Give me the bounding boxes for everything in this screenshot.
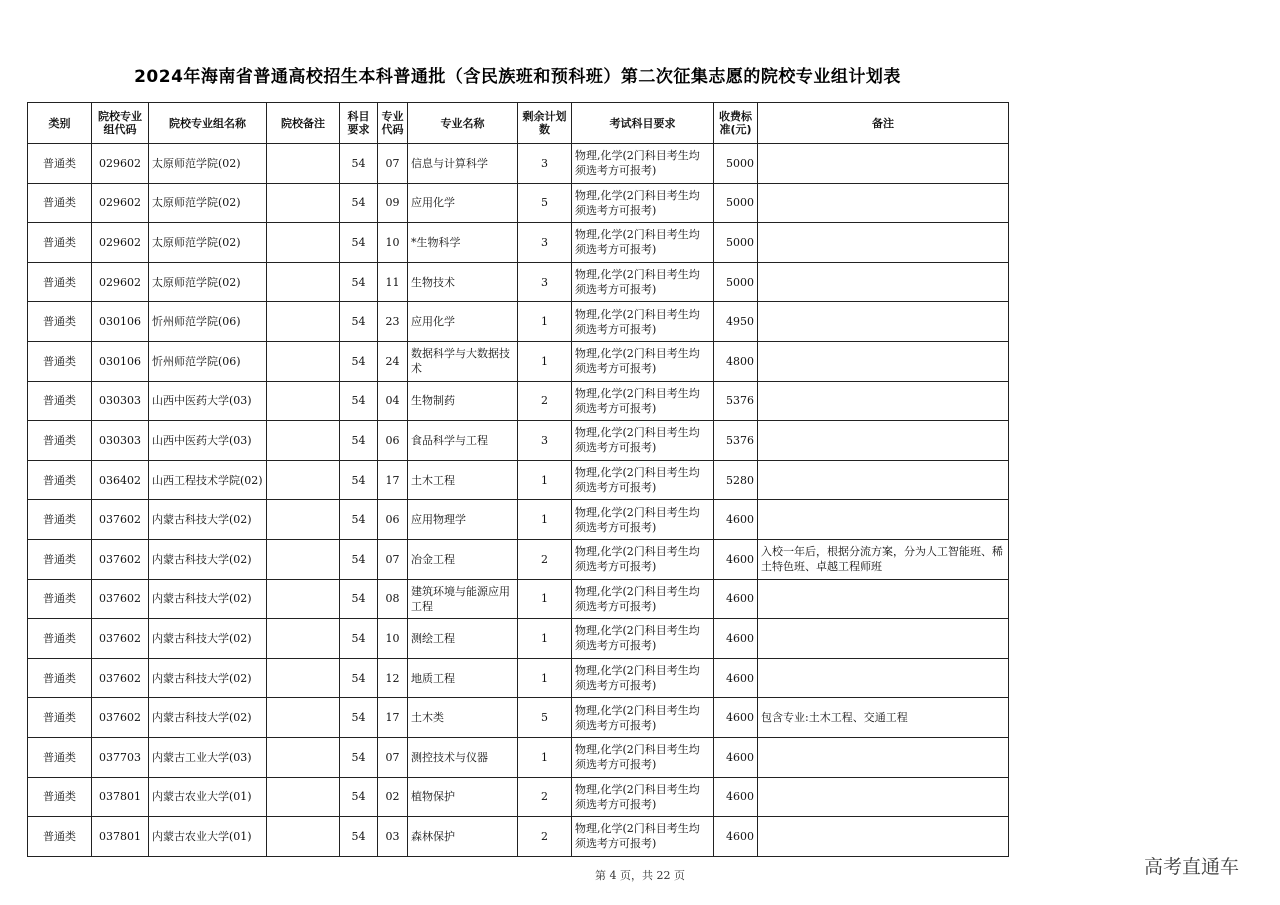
cell-group-name: 内蒙古科技大学(02)	[149, 579, 267, 619]
cell-fee: 5000	[714, 223, 758, 263]
cell-category: 普通类	[28, 500, 92, 540]
cell-group-name: 内蒙古科技大学(02)	[149, 698, 267, 738]
cell-remaining: 1	[518, 658, 572, 698]
cell-group-name: 山西工程技术学院(02)	[149, 460, 267, 500]
cell-remaining: 5	[518, 183, 572, 223]
cell-subject-req: 54	[340, 539, 378, 579]
cell-school-note	[267, 619, 340, 659]
cell-major-name: 信息与计算科学	[408, 144, 518, 184]
cell-category: 普通类	[28, 619, 92, 659]
cell-group-code: 029602	[92, 262, 149, 302]
cell-school-note	[267, 223, 340, 263]
cell-fee: 4600	[714, 579, 758, 619]
table-row	[28, 341, 1009, 381]
cell-subject-req: 54	[340, 302, 378, 342]
cell-group-name: 忻州师范学院(06)	[149, 302, 267, 342]
cell-school-note	[267, 341, 340, 381]
cell-remaining: 3	[518, 223, 572, 263]
cell-major-name: 数据科学与大数据技术	[408, 341, 518, 381]
cell-subject-req: 54	[340, 183, 378, 223]
cell-major-name: 土木类	[408, 698, 518, 738]
cell-category: 普通类	[28, 381, 92, 421]
cell-major-code: 09	[378, 183, 408, 223]
cell-exam-req: 物理,化学(2门科目考生均须选考方可报考)	[572, 262, 714, 302]
cell-remark	[758, 777, 1009, 817]
cell-remark	[758, 619, 1009, 659]
cell-major-name: 生物技术	[408, 262, 518, 302]
cell-remark	[758, 817, 1009, 857]
cell-remaining: 5	[518, 698, 572, 738]
cell-school-note	[267, 500, 340, 540]
cell-group-name: 太原师范学院(02)	[149, 144, 267, 184]
cell-fee: 5280	[714, 460, 758, 500]
cell-remaining: 2	[518, 817, 572, 857]
cell-group-code: 037801	[92, 777, 149, 817]
cell-remark	[758, 500, 1009, 540]
cell-remaining: 1	[518, 579, 572, 619]
cell-exam-req: 物理,化学(2门科目考生均须选考方可报考)	[572, 381, 714, 421]
cell-remaining: 1	[518, 619, 572, 659]
cell-major-name: 应用化学	[408, 302, 518, 342]
cell-subject-req: 54	[340, 341, 378, 381]
table-row	[28, 421, 1009, 461]
cell-fee: 4600	[714, 539, 758, 579]
cell-category: 普通类	[28, 817, 92, 857]
header-group-name: 院校专业组名称	[149, 103, 267, 144]
table-row	[28, 698, 1009, 738]
table-row	[28, 144, 1009, 184]
cell-group-code: 030303	[92, 421, 149, 461]
cell-exam-req: 物理,化学(2门科目考生均须选考方可报考)	[572, 460, 714, 500]
cell-remark	[758, 302, 1009, 342]
cell-exam-req: 物理,化学(2门科目考生均须选考方可报考)	[572, 539, 714, 579]
cell-school-note	[267, 737, 340, 777]
cell-group-code: 037703	[92, 737, 149, 777]
cell-remark	[758, 381, 1009, 421]
cell-exam-req: 物理,化学(2门科目考生均须选考方可报考)	[572, 183, 714, 223]
cell-group-code: 036402	[92, 460, 149, 500]
cell-remaining: 3	[518, 262, 572, 302]
table-row	[28, 539, 1009, 579]
cell-major-name: 植物保护	[408, 777, 518, 817]
cell-major-code: 11	[378, 262, 408, 302]
cell-major-name: 测绘工程	[408, 619, 518, 659]
cell-school-note	[267, 777, 340, 817]
cell-remaining: 1	[518, 341, 572, 381]
cell-group-name: 内蒙古科技大学(02)	[149, 539, 267, 579]
cell-exam-req: 物理,化学(2门科目考生均须选考方可报考)	[572, 777, 714, 817]
cell-remaining: 3	[518, 144, 572, 184]
table-row	[28, 262, 1009, 302]
cell-subject-req: 54	[340, 698, 378, 738]
cell-remark	[758, 144, 1009, 184]
cell-exam-req: 物理,化学(2门科目考生均须选考方可报考)	[572, 302, 714, 342]
header-exam-req: 考试科目要求	[572, 103, 714, 144]
cell-subject-req: 54	[340, 619, 378, 659]
cell-exam-req: 物理,化学(2门科目考生均须选考方可报考)	[572, 737, 714, 777]
cell-subject-req: 54	[340, 381, 378, 421]
table-row	[28, 460, 1009, 500]
cell-exam-req: 物理,化学(2门科目考生均须选考方可报考)	[572, 144, 714, 184]
cell-school-note	[267, 698, 340, 738]
cell-group-code: 030106	[92, 302, 149, 342]
cell-category: 普通类	[28, 777, 92, 817]
cell-remark	[758, 262, 1009, 302]
cell-subject-req: 54	[340, 460, 378, 500]
page-number: 第 4 页，共 22 页	[595, 869, 685, 882]
table-row	[28, 619, 1009, 659]
cell-exam-req: 物理,化学(2门科目考生均须选考方可报考)	[572, 579, 714, 619]
cell-subject-req: 54	[340, 223, 378, 263]
cell-fee: 4600	[714, 698, 758, 738]
cell-remaining: 1	[518, 500, 572, 540]
cell-category: 普通类	[28, 302, 92, 342]
table-row	[28, 302, 1009, 342]
cell-group-name: 内蒙古工业大学(03)	[149, 737, 267, 777]
cell-major-name: 森林保护	[408, 817, 518, 857]
cell-remaining: 1	[518, 460, 572, 500]
cell-group-code: 030106	[92, 341, 149, 381]
cell-category: 普通类	[28, 460, 92, 500]
cell-major-name: 冶金工程	[408, 539, 518, 579]
cell-major-code: 02	[378, 777, 408, 817]
cell-group-code: 030303	[92, 381, 149, 421]
cell-major-name: 测控技术与仪器	[408, 737, 518, 777]
table-row	[28, 817, 1009, 857]
cell-exam-req: 物理,化学(2门科目考生均须选考方可报考)	[572, 619, 714, 659]
cell-major-code: 04	[378, 381, 408, 421]
header-fee: 收费标准(元)	[714, 103, 758, 144]
cell-category: 普通类	[28, 737, 92, 777]
cell-school-note	[267, 460, 340, 500]
header-subject-req: 科目要求	[340, 103, 378, 144]
table-row	[28, 658, 1009, 698]
cell-school-note	[267, 381, 340, 421]
cell-school-note	[267, 421, 340, 461]
cell-exam-req: 物理,化学(2门科目考生均须选考方可报考)	[572, 421, 714, 461]
table-row	[28, 579, 1009, 619]
cell-category: 普通类	[28, 341, 92, 381]
cell-exam-req: 物理,化学(2门科目考生均须选考方可报考)	[572, 341, 714, 381]
cell-group-name: 内蒙古科技大学(02)	[149, 619, 267, 659]
cell-subject-req: 54	[340, 777, 378, 817]
cell-remaining: 2	[518, 777, 572, 817]
cell-fee: 4600	[714, 777, 758, 817]
cell-category: 普通类	[28, 183, 92, 223]
cell-remaining: 1	[518, 737, 572, 777]
cell-remark: 入校一年后，根据分流方案，分为人工智能班、稀土特色班、卓越工程师班	[758, 539, 1009, 579]
cell-remark	[758, 421, 1009, 461]
cell-school-note	[267, 817, 340, 857]
cell-major-code: 08	[378, 579, 408, 619]
table-row	[28, 777, 1009, 817]
cell-fee: 4800	[714, 341, 758, 381]
cell-school-note	[267, 144, 340, 184]
cell-subject-req: 54	[340, 817, 378, 857]
cell-group-name: 太原师范学院(02)	[149, 223, 267, 263]
cell-school-note	[267, 539, 340, 579]
cell-category: 普通类	[28, 658, 92, 698]
watermark: 高考直通车	[1144, 856, 1240, 878]
table-row	[28, 183, 1009, 223]
cell-major-name: 土木工程	[408, 460, 518, 500]
cell-fee: 4600	[714, 500, 758, 540]
header-row	[28, 103, 1009, 144]
cell-group-name: 内蒙古科技大学(02)	[149, 658, 267, 698]
cell-remaining: 1	[518, 302, 572, 342]
cell-fee: 5000	[714, 144, 758, 184]
cell-major-code: 17	[378, 698, 408, 738]
cell-group-name: 内蒙古科技大学(02)	[149, 500, 267, 540]
cell-group-code: 037801	[92, 817, 149, 857]
cell-remaining: 2	[518, 539, 572, 579]
cell-major-code: 12	[378, 658, 408, 698]
cell-major-code: 06	[378, 500, 408, 540]
cell-fee: 4600	[714, 737, 758, 777]
cell-major-name: 地质工程	[408, 658, 518, 698]
cell-category: 普通类	[28, 698, 92, 738]
cell-category: 普通类	[28, 421, 92, 461]
cell-major-name: 生物制药	[408, 381, 518, 421]
cell-remark	[758, 460, 1009, 500]
table-row	[28, 500, 1009, 540]
header-category: 类别	[28, 103, 92, 144]
header-group-code: 院校专业组代码	[92, 103, 149, 144]
cell-major-name: 建筑环境与能源应用工程	[408, 579, 518, 619]
cell-remark	[758, 341, 1009, 381]
cell-group-name: 内蒙古农业大学(01)	[149, 777, 267, 817]
cell-subject-req: 54	[340, 500, 378, 540]
cell-major-code: 10	[378, 223, 408, 263]
cell-category: 普通类	[28, 579, 92, 619]
plan-table	[27, 102, 1009, 857]
cell-group-name: 山西中医药大学(03)	[149, 381, 267, 421]
cell-exam-req: 物理,化学(2门科目考生均须选考方可报考)	[572, 817, 714, 857]
cell-remaining: 3	[518, 421, 572, 461]
cell-group-name: 太原师范学院(02)	[149, 183, 267, 223]
cell-remark: 包含专业:土木工程、交通工程	[758, 698, 1009, 738]
cell-group-code: 037602	[92, 698, 149, 738]
cell-major-code: 07	[378, 539, 408, 579]
cell-subject-req: 54	[340, 262, 378, 302]
cell-fee: 4600	[714, 658, 758, 698]
header-major-name: 专业名称	[408, 103, 518, 144]
cell-remark	[758, 223, 1009, 263]
cell-fee: 4950	[714, 302, 758, 342]
cell-remaining: 2	[518, 381, 572, 421]
cell-subject-req: 54	[340, 737, 378, 777]
cell-group-code: 037602	[92, 619, 149, 659]
cell-major-name: 应用物理学	[408, 500, 518, 540]
cell-major-code: 10	[378, 619, 408, 659]
header-remark: 备注	[758, 103, 1009, 144]
cell-subject-req: 54	[340, 579, 378, 619]
cell-group-name: 内蒙古农业大学(01)	[149, 817, 267, 857]
cell-group-code: 029602	[92, 144, 149, 184]
cell-school-note	[267, 262, 340, 302]
cell-major-code: 17	[378, 460, 408, 500]
page-title: 2024年海南省普通高校招生本科普通批（含民族班和预科班）第二次征集志愿的院校专业组计划表	[134, 67, 901, 87]
cell-group-code: 029602	[92, 223, 149, 263]
cell-group-code: 037602	[92, 539, 149, 579]
cell-exam-req: 物理,化学(2门科目考生均须选考方可报考)	[572, 698, 714, 738]
cell-major-code: 07	[378, 737, 408, 777]
cell-fee: 5376	[714, 381, 758, 421]
plan-table-body	[28, 144, 1009, 857]
cell-major-code: 03	[378, 817, 408, 857]
cell-category: 普通类	[28, 144, 92, 184]
cell-subject-req: 54	[340, 421, 378, 461]
cell-exam-req: 物理,化学(2门科目考生均须选考方可报考)	[572, 500, 714, 540]
cell-remark	[758, 737, 1009, 777]
cell-school-note	[267, 302, 340, 342]
cell-exam-req: 物理,化学(2门科目考生均须选考方可报考)	[572, 223, 714, 263]
cell-remark	[758, 658, 1009, 698]
cell-remark	[758, 183, 1009, 223]
cell-fee: 4600	[714, 619, 758, 659]
cell-major-code: 24	[378, 341, 408, 381]
header-major-code: 专业代码	[378, 103, 408, 144]
cell-major-name: 应用化学	[408, 183, 518, 223]
header-school-note: 院校备注	[267, 103, 340, 144]
cell-group-name: 太原师范学院(02)	[149, 262, 267, 302]
cell-group-code: 037602	[92, 579, 149, 619]
table-row	[28, 381, 1009, 421]
cell-group-code: 037602	[92, 658, 149, 698]
header-remaining: 剩余计划数	[518, 103, 572, 144]
cell-fee: 5000	[714, 183, 758, 223]
cell-fee: 5000	[714, 262, 758, 302]
cell-major-name: 食品科学与工程	[408, 421, 518, 461]
cell-major-code: 23	[378, 302, 408, 342]
cell-group-code: 029602	[92, 183, 149, 223]
cell-category: 普通类	[28, 262, 92, 302]
cell-school-note	[267, 658, 340, 698]
cell-exam-req: 物理,化学(2门科目考生均须选考方可报考)	[572, 658, 714, 698]
cell-category: 普通类	[28, 539, 92, 579]
cell-school-note	[267, 579, 340, 619]
cell-subject-req: 54	[340, 658, 378, 698]
cell-remark	[758, 579, 1009, 619]
table-row	[28, 223, 1009, 263]
table-row	[28, 737, 1009, 777]
cell-major-code: 07	[378, 144, 408, 184]
cell-group-name: 山西中医药大学(03)	[149, 421, 267, 461]
cell-category: 普通类	[28, 223, 92, 263]
cell-group-name: 忻州师范学院(06)	[149, 341, 267, 381]
cell-major-code: 06	[378, 421, 408, 461]
cell-fee: 5376	[714, 421, 758, 461]
cell-group-code: 037602	[92, 500, 149, 540]
cell-school-note	[267, 183, 340, 223]
cell-major-name: *生物科学	[408, 223, 518, 263]
cell-fee: 4600	[714, 817, 758, 857]
cell-subject-req: 54	[340, 144, 378, 184]
